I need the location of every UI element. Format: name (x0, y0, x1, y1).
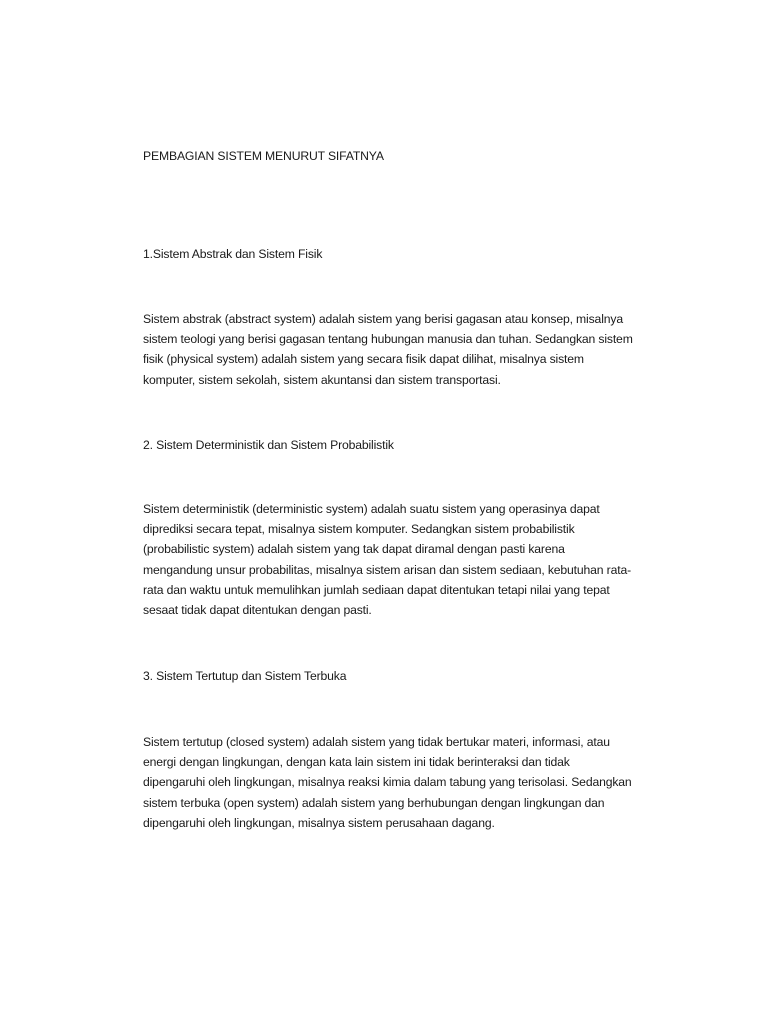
document-title (143, 146, 663, 166)
section-heading-2 (143, 435, 663, 455)
paragraph-line: rata dan waktu untuk memulihkan jumlah sediaan dapat ditentukan tetapi nilai yang tepat (143, 582, 610, 597)
paragraph-line: dipengaruhi oleh lingkungan, misalnya sistem perusahaan dagang. (143, 815, 495, 830)
paragraph-line: mengandung unsur probabilitas, misalnya sistem arisan dan sistem sediaan, kebutuhan rata- (143, 562, 631, 577)
paragraph-line: komputer, sistem sekolah, sistem akuntansi dan sistem transportasi. (143, 372, 501, 387)
paragraph-line: Sistem tertutup (closed system) adalah sistem yang tidak bertukar materi, informasi, atau (143, 735, 610, 749)
paragraph-line: (probabilistic system) adalah sistem yang tak dapat diramal dengan pasti karena (143, 542, 565, 557)
section-heading-1 (143, 244, 663, 264)
paragraph-line: energi dengan lingkungan, dengan kata lain sistem ini tidak berinteraksi dan tidak (143, 755, 570, 770)
paragraph-line: Sistem deterministik (deterministic system) adalah suatu sistem yang operasinya dapat (143, 502, 600, 516)
section-paragraph-1 (143, 309, 663, 390)
section-paragraph-3 (143, 732, 663, 833)
section-heading-3 (143, 666, 663, 686)
paragraph-line: sistem teologi yang berisi gagasan tentang hubungan manusia dan tuhan. Sedangkan sistem (143, 332, 633, 347)
section-heading-2-text: 2. Sistem Deterministik dan Sistem Probabilistik (143, 438, 394, 452)
section-heading-3-text: 3. Sistem Tertutup dan Sistem Terbuka (143, 669, 347, 683)
section-heading-1-text: 1.Sistem Abstrak dan Sistem Fisik (143, 247, 323, 261)
paragraph-line: fisik (physical system) adalah sistem yang secara fisik dapat dilihat, misalnya sistem (143, 352, 584, 367)
section-paragraph-2 (143, 499, 663, 620)
paragraph-line: sistem terbuka (open system) adalah sistem yang berhubungan dengan lingkungan dan (143, 795, 605, 810)
paragraph-line: diprediksi secara tepat, misalnya sistem komputer. Sedangkan sistem probabilistik (143, 522, 575, 537)
paragraph-line: dipengaruhi oleh lingkungan, misalnya reaksi kimia dalam tabung yang terisolasi. Sedangkan (143, 775, 632, 790)
paragraph-line: sesaat tidak dapat ditentukan dengan pasti. (143, 603, 372, 618)
paragraph-line: Sistem abstrak (abstract system) adalah sistem yang berisi gagasan atau konsep, misalnya (143, 312, 623, 326)
document-title-text: PEMBAGIAN SISTEM MENURUT SIFATNYA (143, 149, 384, 163)
